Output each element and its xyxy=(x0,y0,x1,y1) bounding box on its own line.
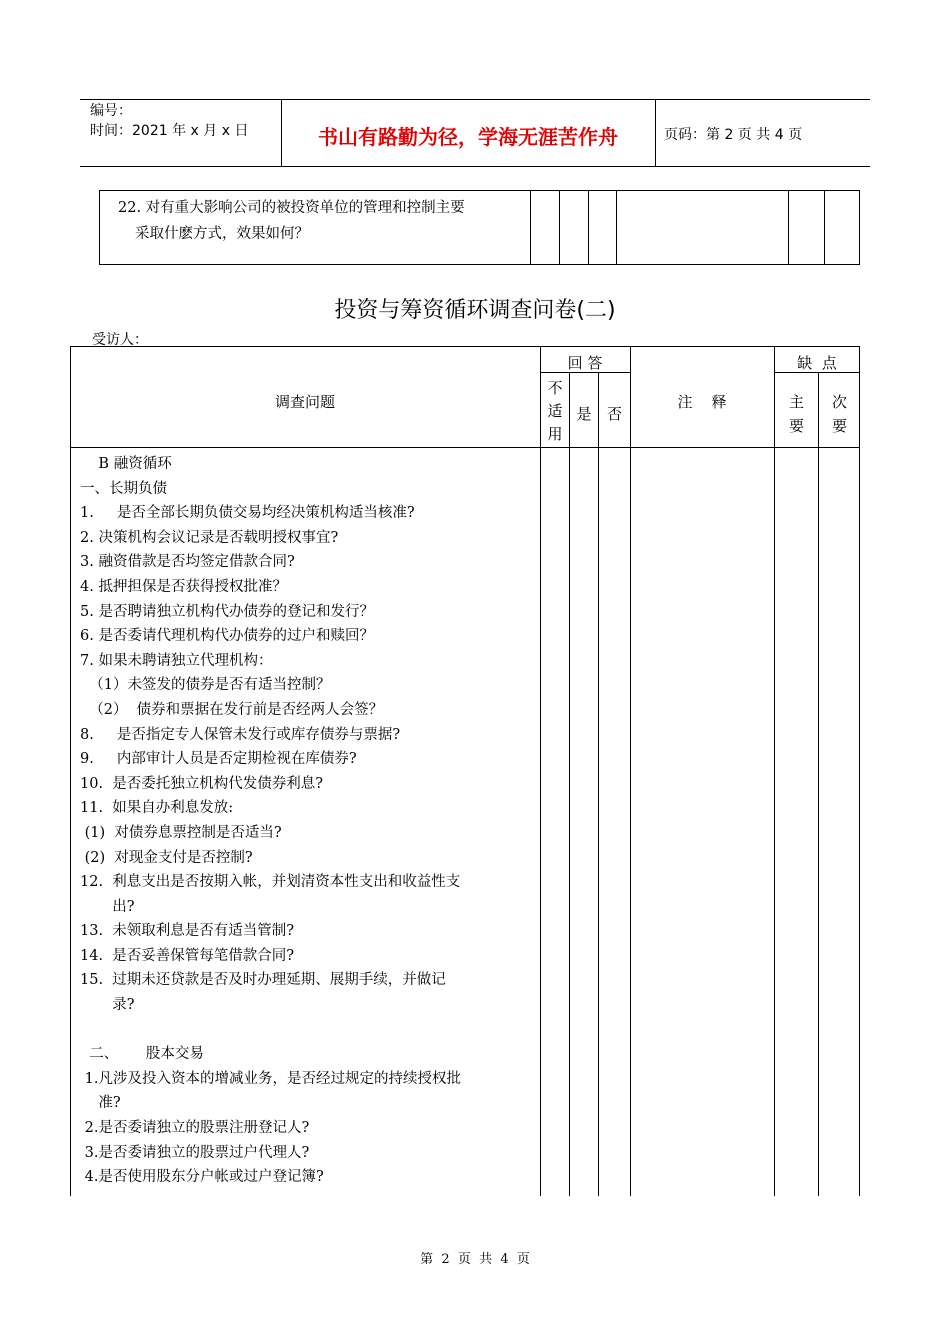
number-label: 编号： xyxy=(90,103,132,119)
column-divider xyxy=(598,372,599,1196)
header-answer: 回 答 xyxy=(567,354,603,372)
header-question: 调查问题 xyxy=(274,393,335,411)
list-item: 1.凡涉及投入资本的增减业务，是否经过规定的持续授权批 xyxy=(80,1070,461,1087)
table-divider xyxy=(530,190,531,265)
column-divider xyxy=(569,372,570,1196)
question-list xyxy=(80,452,535,1190)
list-item: 4. 抵押担保是否获得授权批准？ xyxy=(80,578,287,595)
list-item: 12. 利息支出是否按期入帐，并划清资本性支出和收益性支 xyxy=(80,874,461,891)
list-item: 9. 内部审计人员是否定期检视在库债券? xyxy=(80,751,357,768)
header-not-applicable: 不 适 用 xyxy=(547,379,563,443)
list-item: 5. 是否聘请独立机构代办债券的登记和发行？ xyxy=(80,603,374,620)
page-title: 投资与筹资循环调查问卷(二) xyxy=(334,298,616,323)
page-info: 页码：第 2 页 共 4 页 xyxy=(664,127,803,143)
header-row-divider xyxy=(70,447,860,448)
table-divider xyxy=(616,190,617,265)
interviewee-label: 受访人： xyxy=(92,332,148,348)
column-divider xyxy=(630,346,631,1196)
column-divider xyxy=(774,346,775,1196)
list-item: (1) 对债券息票控制是否适当? xyxy=(80,824,282,841)
list-item: B 融资循环 xyxy=(80,456,172,472)
time-label: 时间：2021 年 x 月 x 日 xyxy=(90,123,249,139)
table-divider xyxy=(788,190,789,265)
column-divider xyxy=(818,372,819,1196)
header-note: 注 释 xyxy=(677,393,727,411)
header-minor: 次 要 xyxy=(831,393,847,435)
header-yes: 是 xyxy=(576,405,592,423)
header-no: 否 xyxy=(606,405,622,423)
question-22-line2: 采取什麽方式，效果如何？ xyxy=(135,226,309,242)
list-item: 2.是否委请独立的股票注册登记人? xyxy=(80,1120,310,1137)
list-item: 11. 如果自办利息发放: xyxy=(80,800,234,817)
list-item: 出? xyxy=(80,898,135,915)
list-item: 7. 如果未聘请独立代理机构： xyxy=(80,652,273,669)
header-top-rule xyxy=(80,99,870,100)
list-item: 13. 未领取利息是否有适当管制? xyxy=(80,923,295,940)
list-item: （1）未签发的债券是否有适当控制？ xyxy=(80,677,331,694)
table-divider xyxy=(559,190,560,265)
list-item: 15. 过期未还贷款是否及时办理延期、展期手续，并做记 xyxy=(80,972,446,989)
header-major: 主 要 xyxy=(788,393,804,435)
header-defect: 缺 点 xyxy=(797,354,837,372)
list-item: 8. 是否指定专人保管未发行或库存债券与票据? xyxy=(80,726,401,743)
table-divider xyxy=(588,190,589,265)
list-item: 二、 股本交易 xyxy=(80,1046,204,1063)
list-item xyxy=(80,1018,535,1043)
list-item: (2) 对现金支付是否控制? xyxy=(80,849,253,866)
list-item: 10. 是否委托独立机构代发债券利息? xyxy=(80,775,324,792)
list-item: 录? xyxy=(80,997,135,1014)
list-item: 2. 决策机构会议记录是否载明授权事宜? xyxy=(80,529,339,546)
header-divider xyxy=(655,99,656,166)
header-bottom-rule xyxy=(80,166,870,167)
table-divider xyxy=(824,190,825,265)
list-item: 3.是否委请独立的股票过户代理人? xyxy=(80,1144,310,1161)
list-item: 14. 是否妥善保管每笔借款合同? xyxy=(80,947,295,964)
list-item: 3. 融资借款是否均签定借款合同? xyxy=(80,554,295,571)
list-item: 1. 是否全部长期负债交易均经决策机构适当核准? xyxy=(80,505,415,522)
motto: 书山有路勤为径，学海无涯苦作舟 xyxy=(318,125,618,149)
list-item: 一、长期负债 xyxy=(80,480,167,497)
page-footer: 第 2 页 共 4 页 xyxy=(420,1252,530,1267)
list-item: （2） 债券和票据在发行前是否经两人会签？ xyxy=(80,701,384,718)
question-22-line1: 22. 对有重大影响公司的被投资单位的管理和控制主要 xyxy=(118,200,465,216)
list-item: 4.是否使用股东分户帐或过户登记簿? xyxy=(80,1169,324,1186)
list-item: 准? xyxy=(80,1095,121,1112)
column-divider xyxy=(540,346,541,1196)
list-item: 6. 是否委请代理机构代办债券的过户和赎回？ xyxy=(80,628,374,645)
